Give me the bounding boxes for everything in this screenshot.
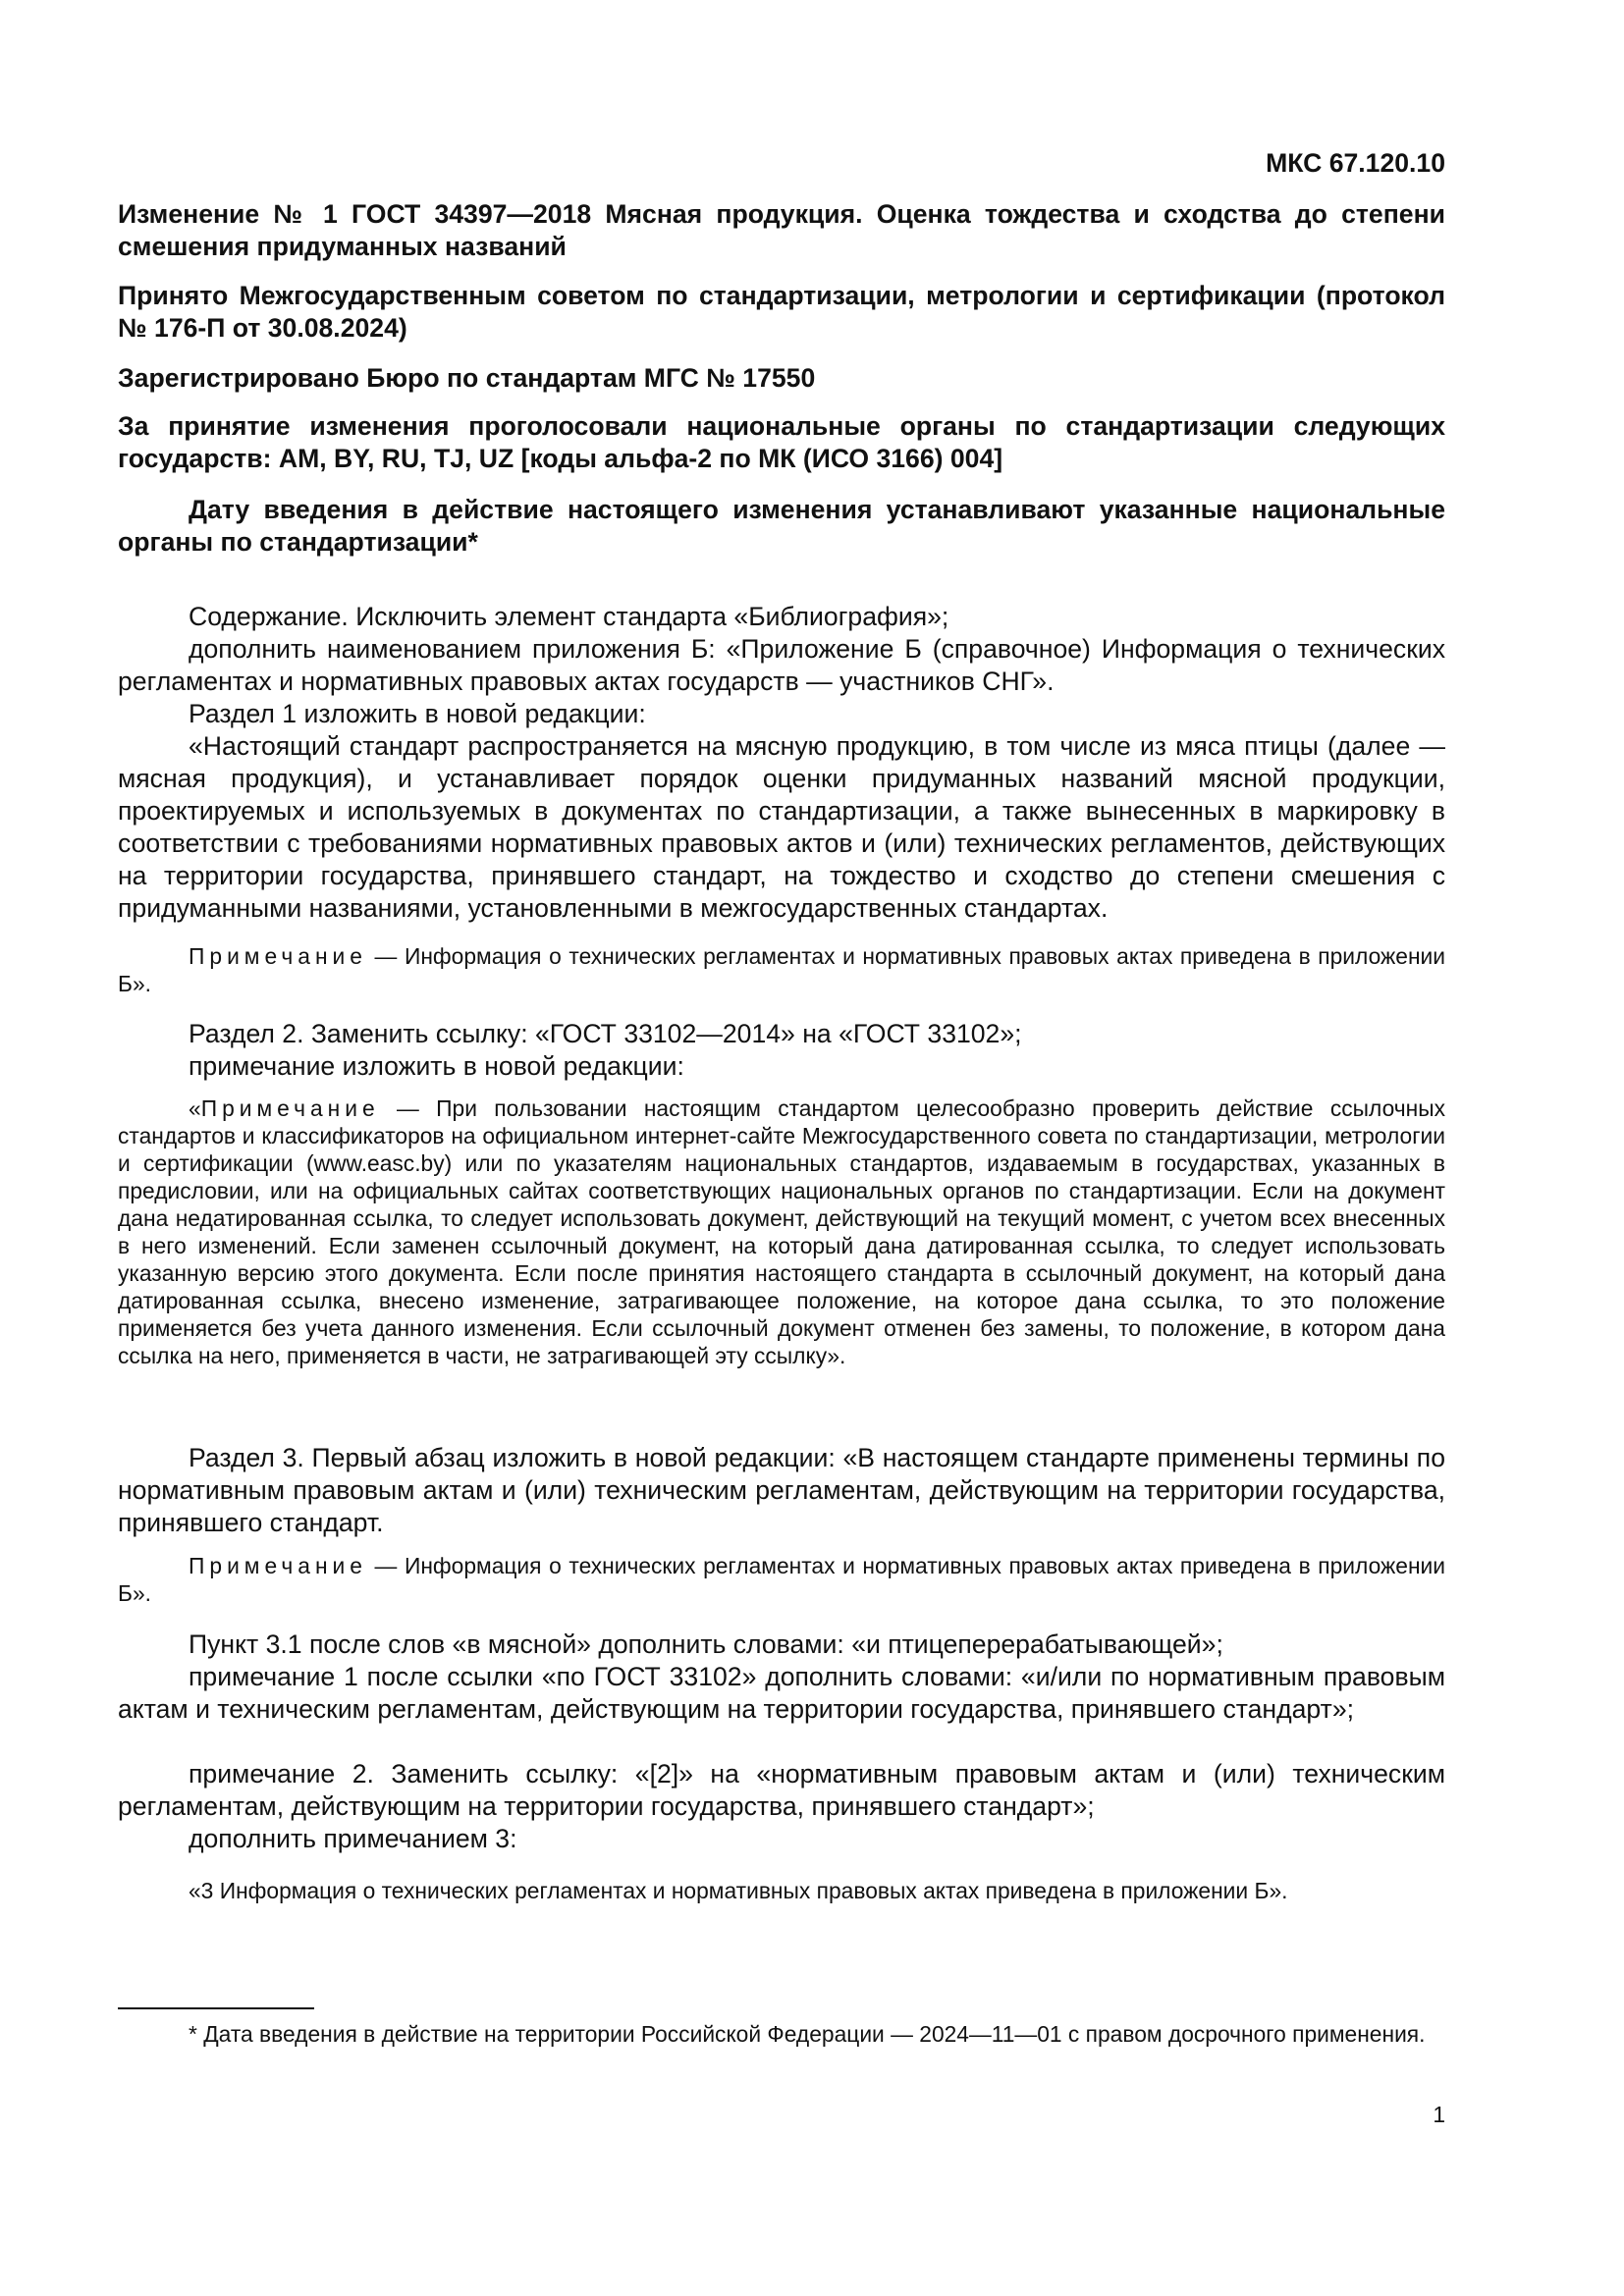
voted-text: За принятие изменения проголосовали национальные органы по стандартизации следующих государств: AM, BY, RU, TJ, UZ [коды альфа-2 по МК (ИСО 3166) 004] [118, 411, 1445, 473]
document-page [118, 0, 1445, 2296]
note-label: Примечание [189, 943, 367, 969]
note-label: Примечание [189, 1553, 367, 1578]
note-text: — При пользовании настоящим стандартом целесообразно проверить действие ссылочных стандартов и классификаторов на официальном интернет-сайте Межгосударственного совета по стандартизации, метрологии и сертификации (www.easc.by) или по указателям национальных стандартов, издаваемым в государствах, указанных в предисловии, или на официальных сайтах соответствующих национальных органов по стандартизации. Если на документ дана недатированная ссылка, то следует использовать документ, действующий на текущий момент, с учетом всех внесенных в него изменений. Если заменен ссылочный документ, на который дана датированная ссылка, то следует использовать указанную версию этого документа. Если после принятия настоящего стандарта в ссылочный документ, на который дана датированная ссылка, внесено изменение, затрагивающее положение, на которое дана ссылка, то это положение применяется без учета данного изменения. Если ссылочный документ отменен без замены, то положение, в котором дана ссылка на него, применяется в части, не затрагивающей эту ссылку». [118, 1095, 1445, 1368]
body-paragraph: Содержание. Исключить элемент стандарта «Библиография»; [189, 602, 949, 631]
note-3 [118, 1552, 1445, 1607]
section-3-text: Раздел 3. Первый абзац изложить в новой редакции: «В настоящем стандарте применены термины по нормативным правовым актам и (или) техническим регламентам, действующим на территории государства, принявшего стандарт. [118, 1443, 1445, 1537]
registered-text: Зарегистрировано Бюро по стандартам МГС № 17550 [118, 363, 816, 393]
note-label: Примечание [200, 1095, 380, 1121]
body-paragraph: Пункт 3.1 после слов «в мясной» дополнить словами: «и птицеперерабатывающей»; [189, 1629, 1223, 1659]
section-1-text: «Настоящий стандарт распространяется на мясную продукцию, в том числе из мяса птицы (далее — мясная продукция), и устанавливает порядок оценки придуманных названий мясной продукции, проектируемых и используемых в документах по стандартизации, а также вынесенных в маркировку в соответствии с требованиями нормативных правовых актов и (или) технических регламентов, действующих на территории государства, принявшего стандарт, на тождество и сходство до степени смешения с придуманными названиями, установленными в межгосударственных стандартах. [118, 731, 1445, 923]
footnote-divider [118, 2007, 314, 2009]
mks-code: МКС 67.120.10 [1266, 148, 1445, 178]
note-text: — Информация о технических регламентах и нормативных правовых актах приведена в приложении Б». [118, 1553, 1445, 1606]
footnote: * Дата введения в действие на территории Российской Федерации — 2024—11—01 с правом досрочного применения. [189, 2021, 1426, 2047]
body-paragraph: дополнить наименованием приложения Б: «Приложение Б (справочное) Информация о технических регламентах и нормативных правовых актах государств — участников СНГ». [118, 634, 1445, 696]
body-paragraph: примечание 1 после ссылки «по ГОСТ 33102» дополнить словами: «и/или по нормативным правовым актам и техническим регламентам, действующим на территории государства, принявшего стандарт»; [118, 1662, 1445, 1724]
body-paragraph: примечание изложить в новой редакции: [189, 1051, 684, 1081]
body-paragraph: примечание 2. Заменить ссылку: «[2]» на «нормативным правовым актам и (или) техническим регламентам, действующим на территории государства, принявшего стандарт»; [118, 1759, 1445, 1821]
date-intro-text: Дату введения в действие настоящего изменения устанавливают указанные национальные органы по стандартизации* [118, 495, 1445, 557]
note-text: — Информация о технических регламентах и нормативных правовых актах приведена в приложении Б». [118, 943, 1445, 996]
note-1 [118, 942, 1445, 997]
body-paragraph: Раздел 2. Заменить ссылку: «ГОСТ 33102—2014» на «ГОСТ 33102»; [189, 1019, 1022, 1048]
body-paragraph: дополнить примечанием 3: [189, 1824, 517, 1853]
page-number: 1 [1433, 2102, 1445, 2127]
note-quote: « [189, 1095, 201, 1121]
note-3-text: «3 Информация о технических регламентах и нормативных правовых актах приведена в приложении Б». [189, 1878, 1288, 1903]
change-title: Изменение № 1 ГОСТ 34397—2018 Мясная продукция. Оценка тождества и сходства до степени смешения придуманных названий [118, 199, 1445, 261]
note-2 [118, 1095, 1445, 1369]
accepted-text: Принято Межгосударственным советом по стандартизации, метрологии и сертификации (протокол № 176-П от 30.08.2024) [118, 281, 1445, 343]
body-paragraph: Раздел 1 изложить в новой редакции: [189, 699, 646, 728]
